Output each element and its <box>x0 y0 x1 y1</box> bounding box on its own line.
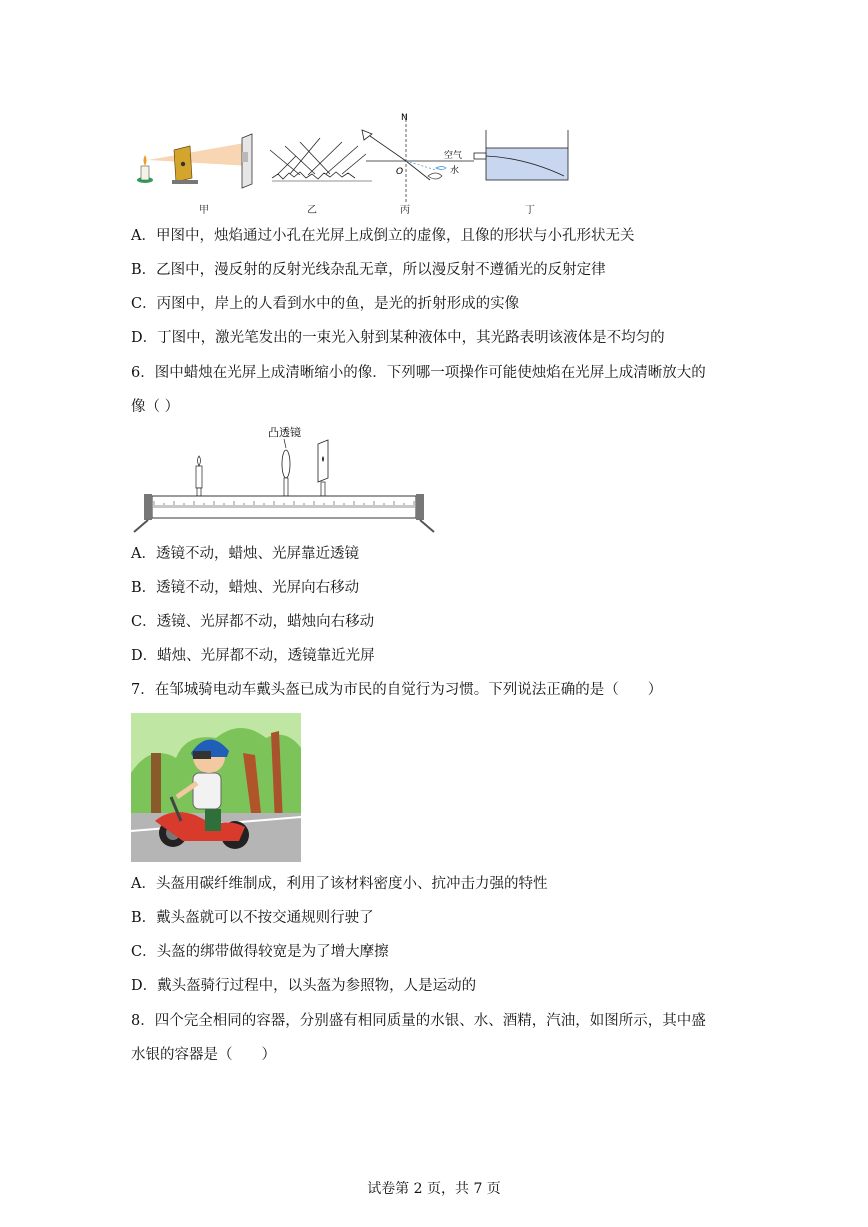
q7-option-d: D．戴头盔骑行过程中，以头盔为参照物，人是运动的 <box>131 978 477 994</box>
figure-caption-yi: 乙 <box>307 205 317 216</box>
point-label-o: O <box>396 167 404 177</box>
q6-stem-line2: 像（ ） <box>131 399 180 415</box>
convex-lens-label: 凸透镜 <box>268 426 301 439</box>
q5-option-b: B．乙图中，漫反射的反射光线杂乱无章，所以漫反射不遵循光的反射定律 <box>131 262 606 278</box>
lens-icon <box>282 450 290 496</box>
figure-caption-ding: 丁 <box>525 205 535 216</box>
optical-bench <box>134 494 434 532</box>
q7-stem: 7．在邹城骑电动车戴头盔已成为市民的自觉行为习惯。下列说法正确的是（ ） <box>131 682 663 698</box>
q7-option-a: A．头盔用碳纤维制成，利用了该材料密度小、抗冲击力强的特性 <box>131 876 548 892</box>
q6-option-b: B．透镜不动，蜡烛、光屏向右移动 <box>131 580 360 596</box>
q6-option-c: C．透镜、光屏都不动，蜡烛向右移动 <box>131 614 375 630</box>
q5-figure-strip <box>130 108 580 218</box>
laser-liquid-figure <box>474 130 568 180</box>
page-footer: 试卷第 2 页，共 7 页 <box>367 1181 501 1197</box>
figure-caption-jia: 甲 <box>199 205 209 216</box>
q5-option-d: D．丁图中，激光笔发出的一束光入射到某种液体中，其光路表明该液体是不均匀的 <box>131 330 665 346</box>
q8-stem-line1: 8．四个完全相同的容器，分别盛有相同质量的水银、水、酒精，汽油，如图所示，其中盛 <box>131 1013 706 1029</box>
normal-label-n: N <box>401 113 408 123</box>
figure-caption-bing: 丙 <box>400 205 410 216</box>
optical-bench-figure <box>130 422 440 534</box>
refraction-figure <box>362 113 474 204</box>
q5-option-c: C．丙图中，岸上的人看到水中的鱼，是光的折射形成的实像 <box>131 296 520 312</box>
q8-stem-line2: 水银的容器是（ ） <box>131 1047 276 1063</box>
pinhole-figure <box>137 134 252 188</box>
candle-icon <box>196 456 202 496</box>
q7-option-c: C．头盔的绑带做得较宽是为了增大摩擦 <box>131 944 389 960</box>
diffuse-reflection-figure <box>270 138 372 181</box>
q6-option-d: D．蜡烛、光屏都不动，透镜靠近光屏 <box>131 648 375 664</box>
water-label: 水 <box>450 166 460 176</box>
q6-stem-line1: 6．图中蜡烛在光屏上成清晰缩小的像．下列哪一项操作可能使烛焰在光屏上成清晰放大的 <box>131 365 706 381</box>
screen-icon <box>318 440 328 496</box>
helmet-rider-illustration <box>131 713 301 862</box>
q5-option-a: A．甲图中，烛焰通过小孔在光屏上成倒立的虚像，且像的形状与小孔形状无关 <box>131 228 635 244</box>
air-label: 空气 <box>444 151 463 161</box>
q6-option-a: A．透镜不动，蜡烛、光屏靠近透镜 <box>131 546 359 562</box>
q7-option-b: B．戴头盔就可以不按交通规则行驶了 <box>131 910 374 926</box>
